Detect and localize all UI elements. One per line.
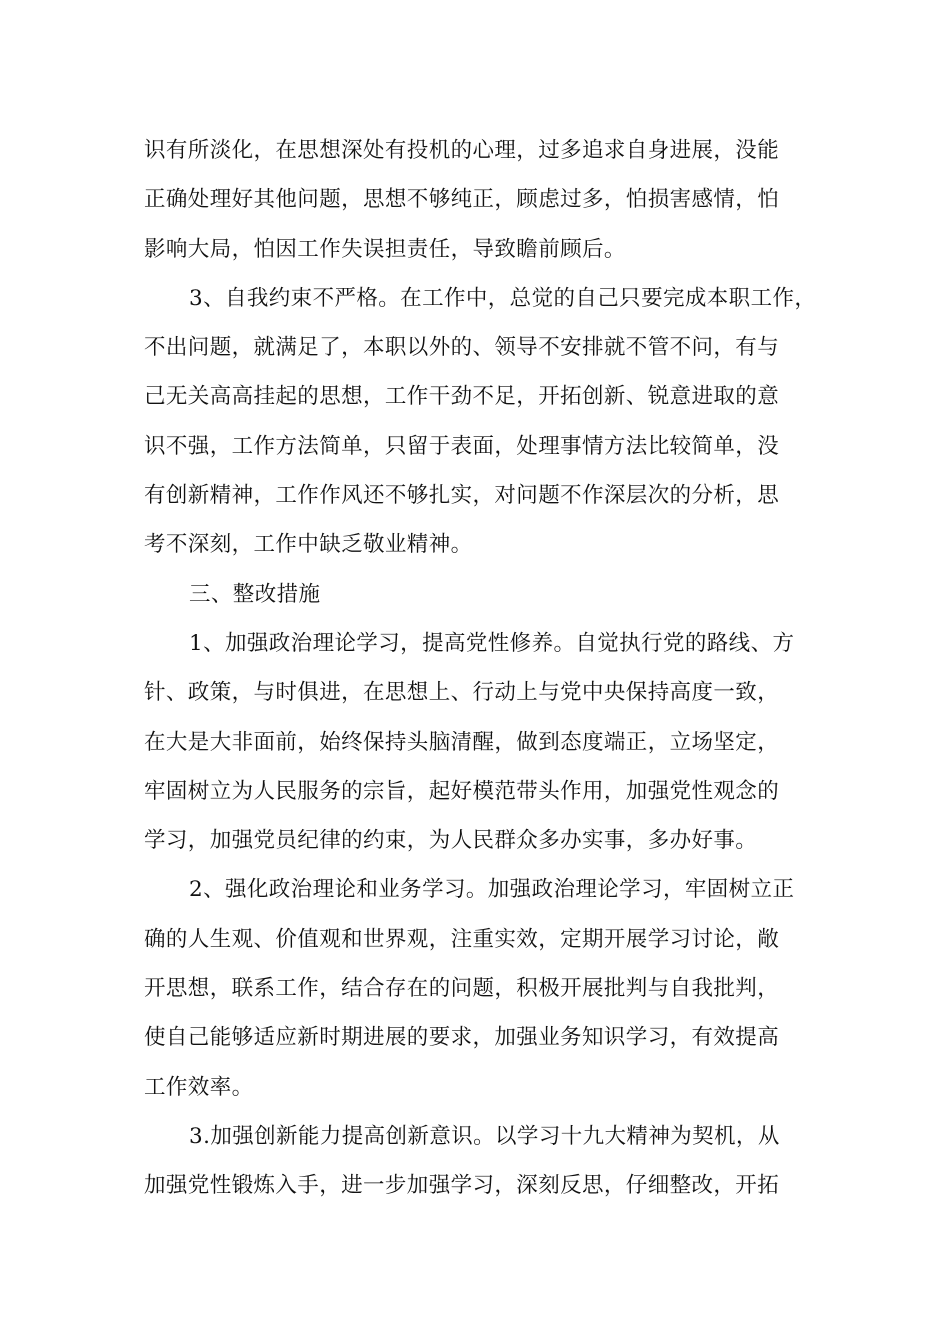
text-line: 使自己能够适应新时期进展的要求，加强业务知识学习，有效提高: [144, 1025, 780, 1051]
text-line: 牢固树立为人民服务的宗旨，起好模范带头作用，加强党性观念的: [144, 778, 780, 804]
text-line: 不出问题，就满足了，本职以外的、领导不安排就不管不问，有与: [144, 335, 780, 361]
text-line: 己无关高高挂起的思想，工作干劲不足，开拓创新、锐意进取的意: [144, 384, 780, 410]
paragraph-start-line: 3、自我约束不严格。在工作中，总觉的自己只要完成本职工作，: [189, 285, 817, 311]
text-line: 工作效率。: [144, 1074, 254, 1100]
text-line: 针、政策，与时俱进，在思想上、行动上与党中央保持高度一致，: [144, 680, 780, 706]
paragraph-start-line: 2、强化政治理论和业务学习。加强政治理论学习，牢固树立正: [189, 877, 795, 903]
text-line: 学习，加强党员纪律的约束，为人民群众多办实事，多办好事。: [144, 828, 758, 854]
text-line: 确的人生观、价值观和世界观，注重实效，定期开展学习讨论，敞: [144, 926, 780, 952]
text-line: 正确处理好其他问题，思想不够纯正，顾虑过多，怕损害感情，怕: [144, 187, 780, 213]
paragraph-start-line: 3.加强创新能力提高创新意识。以学习十九大精神为契机，从: [189, 1123, 780, 1149]
text-line: 影响大局，怕因工作失误担责任，导致瞻前顾后。: [144, 236, 626, 262]
text-line: 在大是大非面前，始终保持头脑清醒，做到态度端正，立场坚定，: [144, 729, 780, 755]
text-line: 识有所淡化，在思想深处有投机的心理，过多追求自身进展，没能: [144, 138, 780, 163]
text-line: 有创新精神，工作作风还不够扎实，对问题不作深层次的分析，思: [144, 483, 780, 509]
text-line: 加强党性锻炼入手，进一步加强学习，深刻反思，仔细整改，开拓: [144, 1173, 780, 1199]
text-line: 开思想，联系工作，结合存在的问题，积极开展批判与自我批判，: [144, 976, 780, 1002]
paragraph-start-line: 1、加强政治理论学习，提高党性修养。自觉执行党的路线、方: [189, 630, 795, 656]
text-line: 考不深刻，工作中缺乏敬业精神。: [144, 532, 473, 558]
section-heading: 三、整改措施: [189, 581, 321, 607]
document-body: [144, 126, 824, 1211]
text-line: 识不强，工作方法简单，只留于表面，处理事情方法比较简单，没: [144, 433, 780, 459]
